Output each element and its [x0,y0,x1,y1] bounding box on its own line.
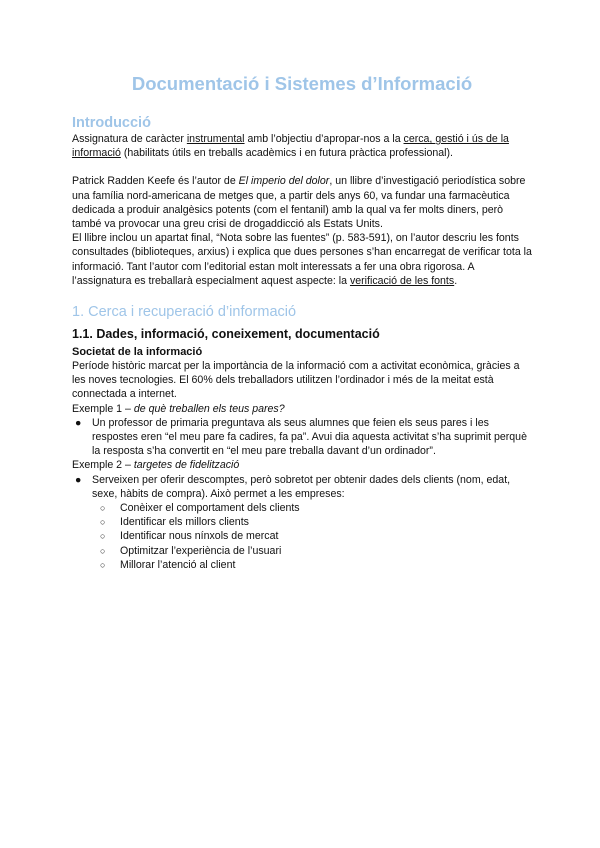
hollow-bullet-icon: ○ [100,559,106,570]
text-run: Exemple 2 – [72,459,134,472]
society-paragraph: Període històric marcat per la importància de la informació com a activitat econòmica, gràcies a les noves tecnologies. El 60% dels treballadors utilitzen l’ordinador i més de la meitat està connectada a internet. [72,360,520,401]
subsection-heading: Societat de la informació [72,346,203,359]
text-run: . [454,274,458,287]
intro-paragraph-1 [72,132,532,160]
text-run: Patrick Radden Keefe és l’autor de [72,175,239,188]
sub-list-item-text: Identificar els millors clients [120,516,249,529]
sub-list-item-text: Millorar l’atenció al client [120,558,236,571]
sub-list [72,501,532,572]
sub-list-item [72,501,532,515]
example-2-label [72,458,532,472]
text-run: amb l’objectiu d’apropar-nos a la [244,133,404,145]
text-run: , un llibre d’investigació periodística sobre una família nord-americana de metges que, a partir dels anys 60, va fundar una farmacèutica dedicada a produir analgèsics potents (com el fentanil) amb la qual va fer molts diners, però també va provocar una greu crisi de drogaddicció als Estats Units. [72,175,526,231]
sub-list-item-text: Optimitzar l’experiència de l’usuari [120,544,282,557]
intro-heading: Introducció [72,115,151,131]
sub-list-item [72,544,532,558]
bullet-icon: ● [75,416,82,429]
list-item [72,473,532,572]
sub-list-item [72,558,532,572]
bullet-icon: ● [75,473,82,486]
underlined-term: instrumental [186,133,245,145]
example-1-label [72,402,532,416]
list-item-text: Serveixen per oferir descomptes, però sobretot per obtenir dades dels clients (nom, edat, sexe, hàbits de compra). Això permet a les empreses: [92,473,511,500]
text-run: Exemple 1 – [72,402,134,415]
document-title: Documentació i Sistemes d’Informació [131,73,473,94]
section-1-heading: 1. Cerca i recuperació d’informació [72,304,297,321]
sub-list-item [72,529,532,543]
example-title: targetes de fidelització [133,459,240,472]
book-title: El imperio del dolor [238,175,330,188]
underlined-term: verificació de les fonts [349,274,455,287]
example-title: de què treballen els teus pares? [133,402,285,415]
text-run: El llibre inclou un apartat final, “Nota sobre las fuentes” (p. 583-591), on l’autor descriu les fonts consultades (biblioteques, arxius) i explica que dues persones s’han encarregat de verificar tota la informació. Tant l’autor com l’editorial estan molt interessats a fer una obra rigorosa. A l’assignatura es treballarà especialment aquest aspecte: la [72,232,532,287]
example-2-list [72,473,532,572]
sub-list-item [72,515,532,529]
sub-list-item-text: Identificar nous nínxols de mercat [120,530,279,543]
hollow-bullet-icon: ○ [100,517,106,528]
section-1-1-heading: 1.1. Dades, informació, coneixement, documentació [72,327,380,342]
list-item-text: Un professor de primaria preguntava als seus alumnes que feien els seus pares i les respostes eren “el meu pare fa cadires, fa pa”. Avui dia aquesta activitat s’ha suprimit perquè la resposta s’ha convertit en “el meu pare treballa davant d’un ordinador”. [92,416,527,458]
intro-paragraph-2 [72,174,532,231]
paragraph-spacer [72,160,532,174]
hollow-bullet-icon: ○ [100,531,106,542]
sub-list-item-text: Conèixer el comportament dels clients [120,502,300,515]
hollow-bullet-icon: ○ [100,503,106,514]
text-run: (habilitats útils en treballs acadèmics i en futura pràctica professional). [120,147,453,160]
example-1-list [72,416,532,459]
list-item [72,416,532,459]
document-content [72,72,532,572]
hollow-bullet-icon: ○ [100,545,106,556]
intro-paragraph-3 [72,231,532,288]
text-run: Assignatura de caràcter [72,133,187,145]
underlined-term: cerca, gestió i ús de la informació [72,133,509,160]
